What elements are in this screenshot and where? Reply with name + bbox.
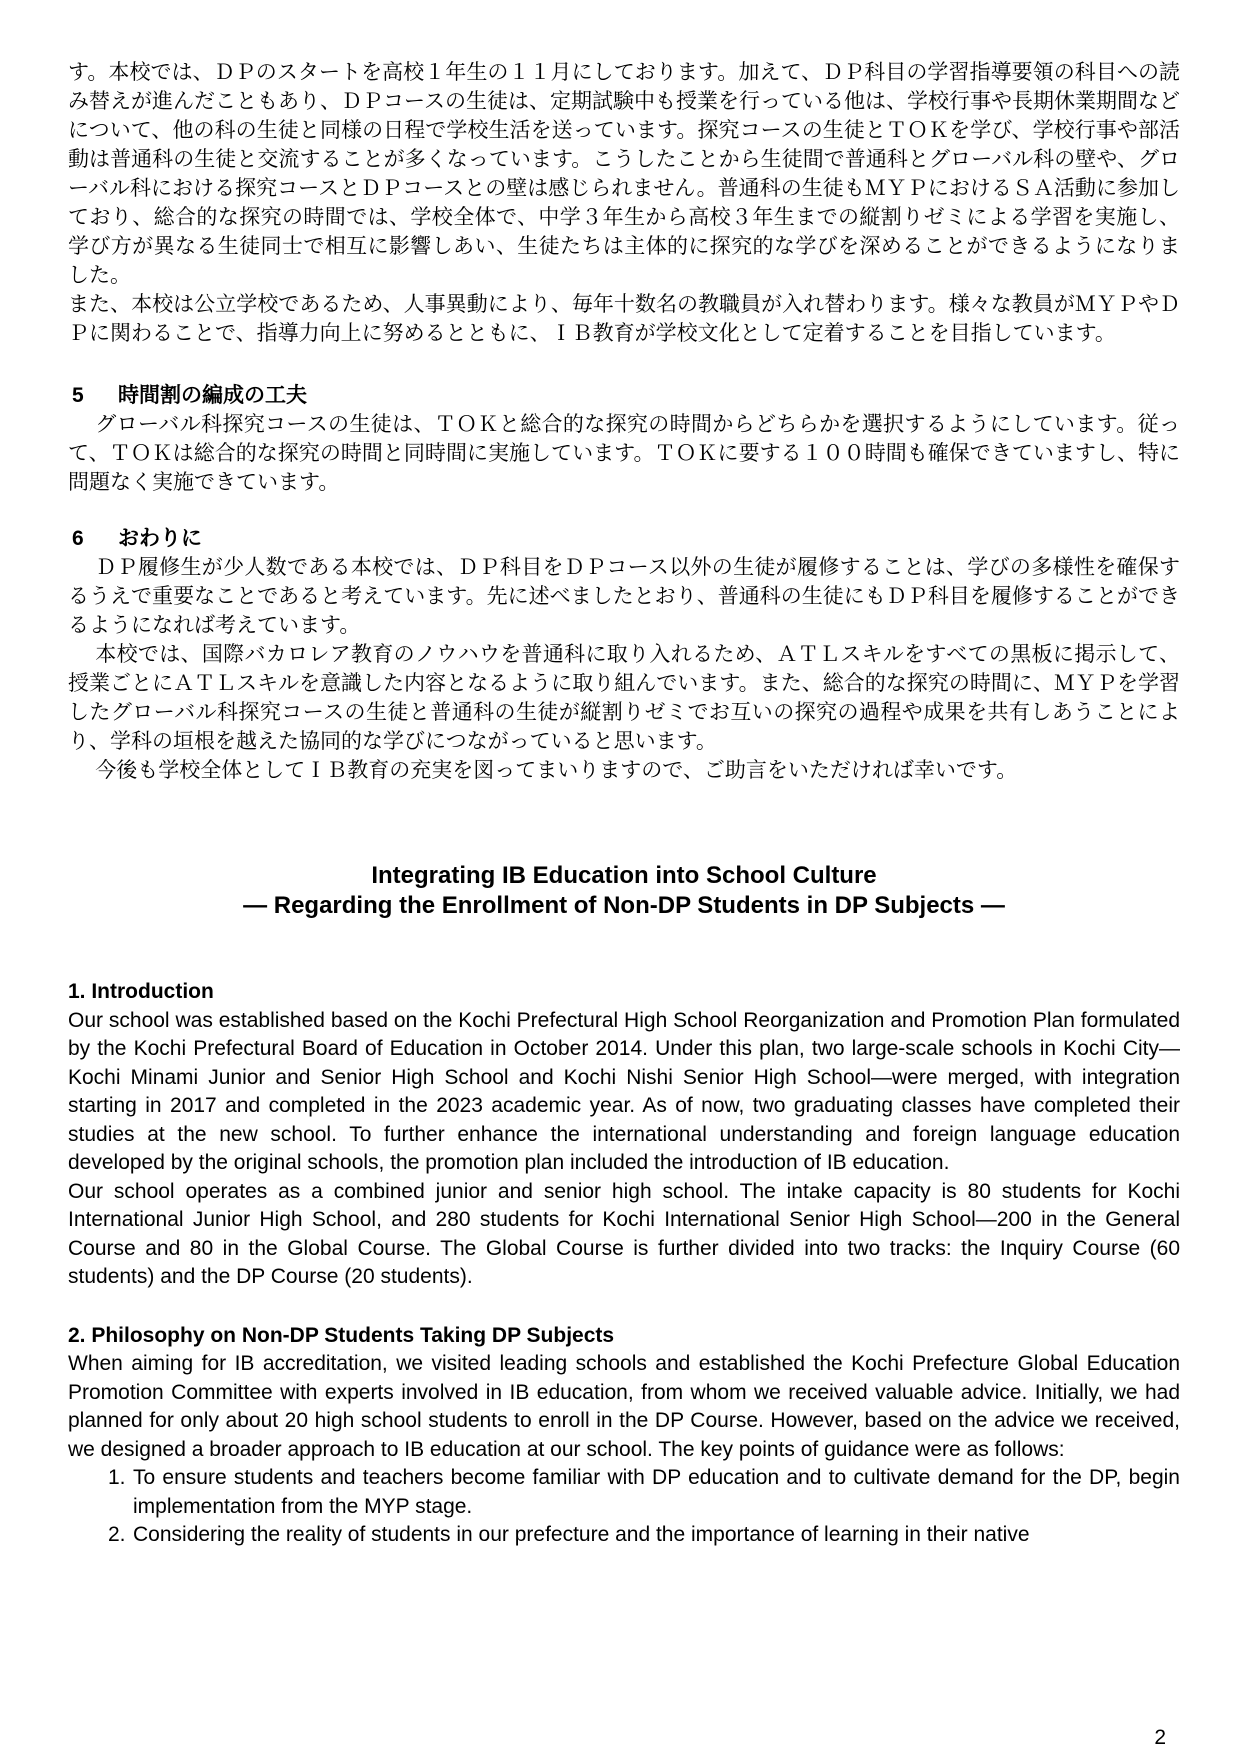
jp-continuation-paragraph-2: また、本校は公立学校であるため、人事異動により、毎年十数名の教職員が入れ替わります。様々な教員がＭＹＰやＤＰに関わることで、指導力向上に努めるとともに、ＩＢ教育が学校文化として定着することを目指しています。: [68, 293, 1180, 345]
list-item-marker: 1.: [108, 1466, 126, 1489]
en-section-2-list: [68, 1464, 1180, 1550]
list-item-text: To ensure students and teachers become familiar with DP education and to cultivate demand for the DP, begin implementation from the MYP stage.: [133, 1466, 1180, 1518]
english-title-line-1: Integrating IB Education into School Culture: [371, 862, 877, 889]
en-section-2-heading: 2. Philosophy on Non-DP Students Taking DP Subjects: [68, 1323, 615, 1347]
jp-section-5-number: 5: [72, 384, 84, 407]
en-section-1-paragraph-1: Our school was established based on the Kochi Prefectural High School Reorganization and Promotion Plan formulated by the Kochi Prefectural Board of Education in October 2014. Under this plan, two large-scale schools in Kochi City—Kochi Minami Junior and Senior High School and Kochi Nishi Senior High School—were merged, with integration starting in 2017 and completed in the 2023 academic year. As of now, two graduating classes have completed their studies at the new school. To further enhance the international understanding and foreign language education developed by the original schools, the promotion plan included the introduction of IB education.: [68, 1008, 1180, 1174]
jp-section-6-paragraph-2: 本校では、国際バカロレア教育のノウハウを普通科に取り入れるため、ＡＴＬスキルをすべての黒板に掲示して、授業ごとにＡＴＬスキルを意識した内容となるように取り組んでいます。また、総合的な探究の時間に、ＭＹＰを学習したグローバル科探究コースの生徒と普通科の生徒が縦割りゼミでお互いの探究の過程や成果を共有しあうことにより、学科の垣根を越えた協同的な学びにつながっていると思います。: [68, 643, 1180, 753]
en-section-1-heading: 1. Introduction: [68, 980, 214, 1003]
jp-section-6-heading: [72, 524, 1180, 553]
jp-continuation-paragraph-1: す。本校では、ＤＰのスタートを高校１年生の１１月にしております。加えて、ＤＰ科目の学習指導要領の科目への読み替えが進んだこともあり、ＤＰコースの生徒は、定期試験中も授業を行っている他は、学校行事や長期休業期間などについて、他の科の生徒と同様の日程で学校生活を送っています。探究コースの生徒とＴＯＫを学び、学校行事や部活動は普通科の生徒と交流することが多くなっています。こうしたことから生徒間で普通科とグローバル科の壁や、グローバル科における探究コースとＤＰコースとの壁は感じられません。普通科の生徒もＭＹＰにおけるＳＡ活動に参加しており、総合的な探究の時間では、学校全体で、中学３年生から高校３年生までの縦割りゼミによる学習を実施し、学び方が異なる生徒同士で相互に影響しあい、生徒たちは主体的に探究的な学びを深めることができるようになりました。: [68, 61, 1180, 287]
page-number: 2: [1154, 1726, 1166, 1749]
english-title-line-2: — Regarding the Enrollment of Non-DP Students in DP Subjects —: [243, 892, 1005, 919]
jp-section-5-paragraph: グローバル科探究コースの生徒は、ＴＯＫと総合的な探究の時間からどちらかを選択するようにしています。従って、ＴＯＫは総合的な探究の時間と同時間に実施しています。ＴＯＫに要する１００時間も確保できていますし、特に問題なく実施できています。: [68, 413, 1180, 494]
jp-section-6-number: 6: [72, 527, 84, 550]
list-item-marker: 2.: [108, 1523, 126, 1546]
jp-section-5-heading: [72, 381, 1180, 410]
jp-section-6-paragraph-1: ＤＰ履修生が少人数である本校では、ＤＰ科目をＤＰコース以外の生徒が履修することは、学びの多様性を確保するうえで重要なことであると考えています。先に述べましたとおり、普通科の生徒にもＤＰ科目を履修することができるようになれば考えています。: [68, 556, 1180, 637]
list-item: [68, 1521, 1180, 1550]
en-section-1-paragraph-2: Our school operates as a combined junior and senior high school. The intake capacity is 80 students for Kochi International Junior High School, and 280 students for Kochi International Senior High School—200 in the General Course and 80 in the Global Course. The Global Course is further divided into two tracks: the Inquiry Course (60 students) and the DP Course (20 students).: [68, 1179, 1180, 1288]
list-item: [68, 1464, 1180, 1521]
en-section-2-paragraph-1: When aiming for IB accreditation, we visited leading schools and established the Kochi Prefecture Global Education Promotion Committee with experts involved in IB education, from whom we received valuable advice. Initially, we had planned for only about 20 high school students to enroll in the DP Course. However, based on the advice we received, we designed a broader approach to IB education at our school. The key points of guidance were as follows:: [68, 1352, 1180, 1461]
jp-section-5-title: 時間割の編成の工夫: [118, 384, 307, 407]
english-document-title: [68, 861, 1180, 921]
jp-section-6-title: おわりに: [118, 527, 202, 550]
list-item-text: Considering the reality of students in our prefecture and the importance of learning in their native: [133, 1523, 1030, 1546]
jp-section-6-paragraph-3: 今後も学校全体としてＩＢ教育の充実を図ってまいりますので、ご助言をいただければ幸いです。: [95, 759, 1018, 782]
